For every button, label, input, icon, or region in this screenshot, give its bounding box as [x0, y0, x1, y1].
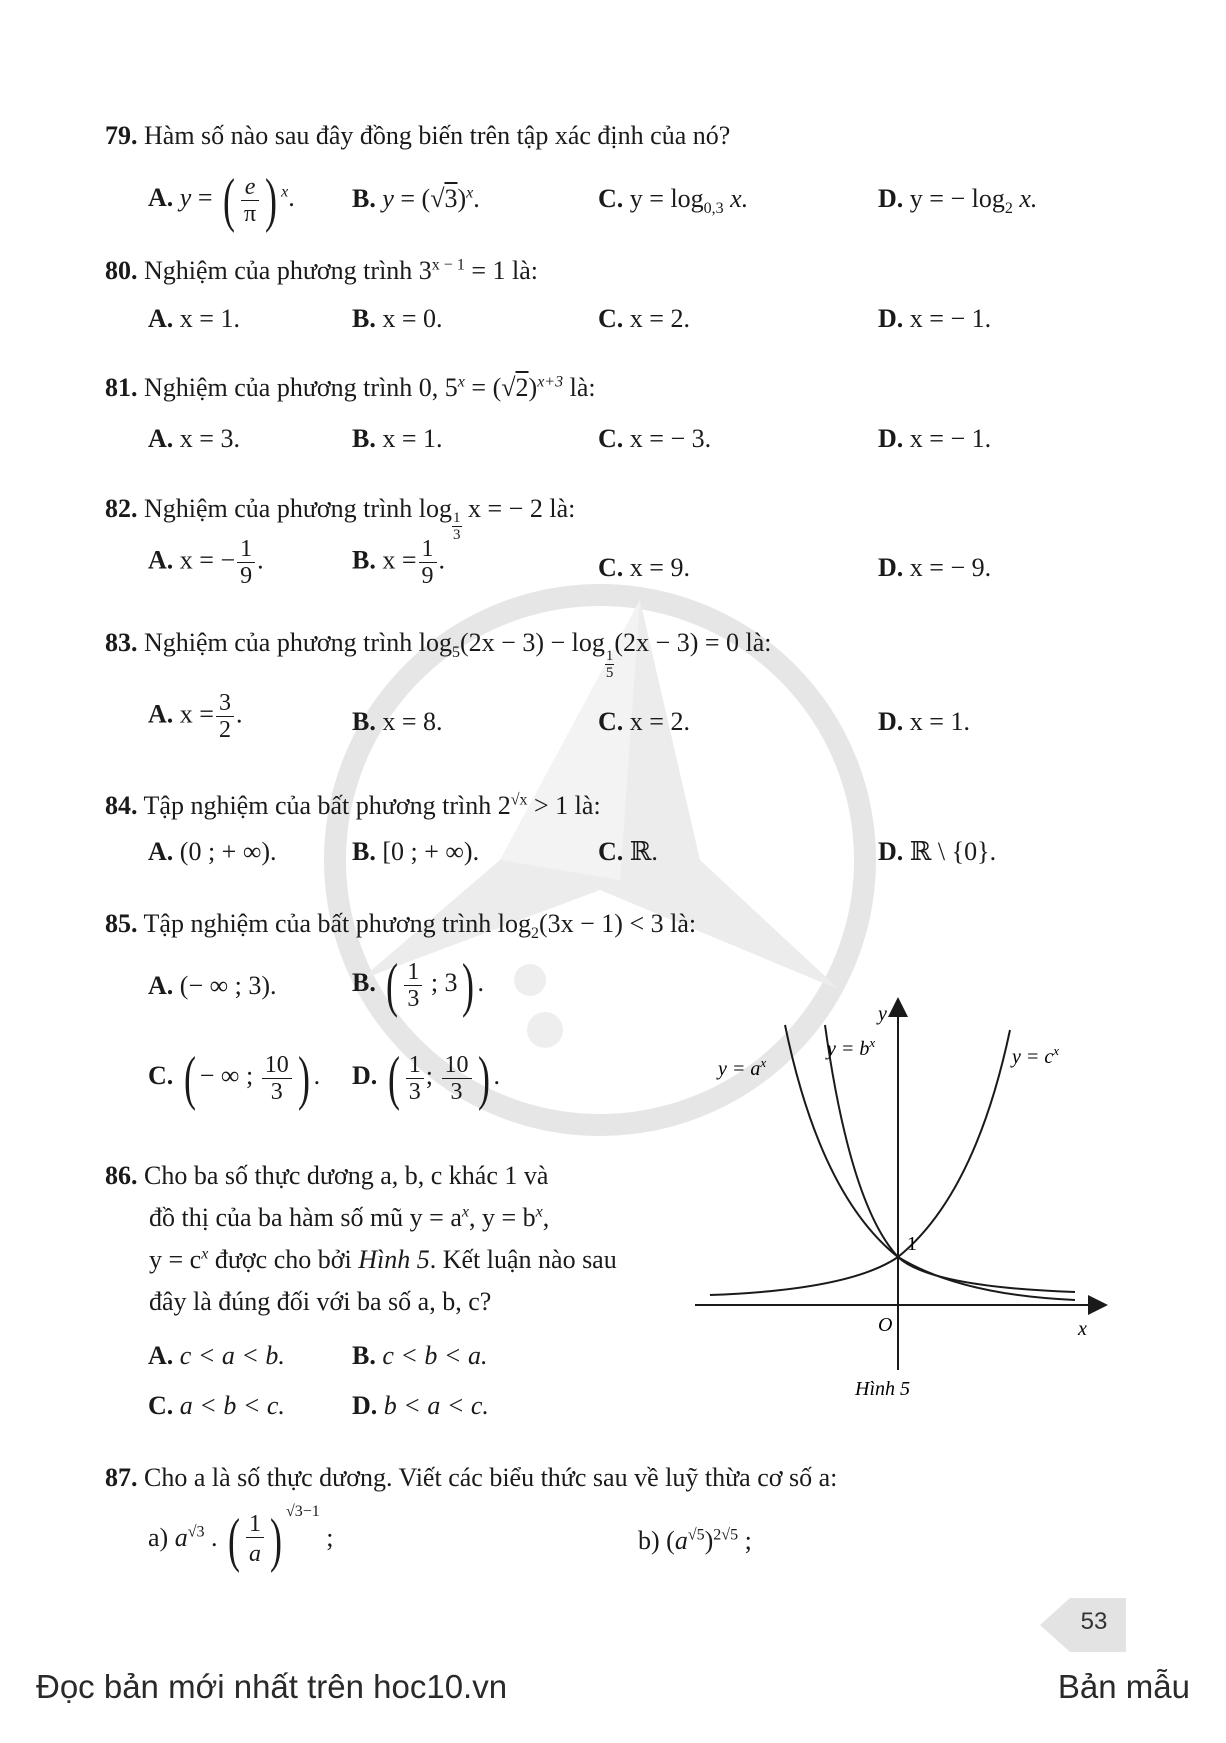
label-y-c: $y = c^x$ [1012, 1043, 1060, 1068]
one-label: 1 [907, 1233, 917, 1255]
figure-caption: Hình 5 [855, 1378, 910, 1400]
q81-option-b: B. x = 1. [352, 424, 443, 453]
q84-option-b: B. [0 ; + ∞). [352, 837, 480, 866]
q86-option-d: D. b < a < c. [352, 1391, 489, 1420]
q80-option-d: D. x = − 1. [878, 304, 992, 333]
question-85: 85. Tập nghiệm của bất phương trình $\log_2(3x - 1) < 3$ là: [105, 909, 697, 943]
label-y-a: $y = a^x$ [718, 1055, 767, 1080]
figure-hinh-5 [690, 995, 1110, 1415]
q79-option-b: B. $y = (√3)^x$. [352, 184, 480, 213]
page-number: 53 [1080, 1608, 1108, 1635]
label-y-b: $y = b^x$ [827, 1035, 876, 1060]
q85-option-d: D. ( $\frac{1}{3}$ ; $\frac{10}{3}$ ) . [352, 1045, 500, 1111]
q86-option-b: B. c < b < a. [352, 1341, 488, 1370]
q84-option-a: A. (0 ; + ∞). [148, 837, 277, 866]
q87-part-a: a) $a^{√3}$ . ( $\frac{1}{a}$) $^{√3-1}$ ; [148, 1502, 334, 1573]
question-81: 81. Nghiệm của phương trình 0, $5^x = (√2)^{x+3}$ là: [105, 373, 596, 402]
q80-option-c: C. x = 2. [598, 304, 690, 333]
q85-option-c: C. ( − ∞ ; $\frac{10}{3}$ ) . [148, 1045, 321, 1111]
question-80: 80. Nghiệm của phương trình $3^{x - 1} = 1$ là: [105, 256, 538, 285]
q85-option-b: B. ( $\frac{1}{3}$ ; 3) . [352, 952, 485, 1018]
footer-sample-label: Bản mẫu [1057, 1668, 1190, 1705]
q87-part-b: b) $(a^{√5})^{2√5}$ ; [638, 1526, 752, 1555]
q79-option-d: D. y = − $\log_2 x$. [878, 184, 1038, 218]
q84-option-d: D. ℝ \ {0}. [878, 837, 997, 866]
q83-option-b: B. x = 8. [352, 707, 443, 736]
q83-option-a: A. x = $\frac{3}{2}$ . [148, 690, 243, 743]
q83-option-d: D. x = 1. [878, 707, 970, 736]
q80-option-b: B. x = 0. [352, 304, 443, 333]
q79-option-c: C. $y = \log_{0,3} x$. [598, 184, 749, 218]
y-axis-label: y [878, 1003, 887, 1025]
q82-option-d: D. x = − 9. [878, 553, 992, 582]
question-84: 84. Tập nghiệm của bất phương trình $2^{√x} > 1$ là: [105, 791, 601, 820]
q83-option-c: C. x = 2. [598, 707, 690, 736]
q82-option-a: A. x = − $\frac{1}{9}$ . [148, 536, 264, 589]
q82-option-c: C. x = 9. [598, 553, 690, 582]
q84-option-c: C. ℝ. [598, 837, 658, 866]
q86-option-c: C. a < b < c. [148, 1391, 285, 1420]
q81-option-a: A. x = 3. [148, 424, 240, 453]
origin-label: O [878, 1314, 893, 1336]
q79-option-a: A. y = ( $\frac{e}{\pi}$ ) $^x$. [148, 167, 295, 233]
question-87: 87. Cho a là số thực dương. Viết các biểu thức sau về luỹ thừa cơ số a: [105, 1463, 838, 1492]
question-79: 79. Hàm số nào sau đây đồng biến trên tập xác định của nó? [105, 121, 731, 150]
q80-option-a: A. x = 1. [148, 304, 240, 333]
q85-option-a: A. (− ∞ ; 3). [148, 971, 277, 1000]
q86-option-a: A. c < a < b. [148, 1341, 285, 1370]
question-83: 83. Nghiệm của phương trình $\log_5(2x - 3) - \log$ $\frac{1}{5}$ (2x − 3) = 0 là: [105, 628, 772, 681]
q81-option-d: D. x = − 1. [878, 424, 992, 453]
footer-link-text[interactable]: Đọc bản mới nhất trên hoc10.vn [36, 1668, 508, 1705]
q82-option-b: B. x = $\frac{1}{9}$ . [352, 536, 446, 589]
x-axis-label: x [1078, 1318, 1087, 1340]
q81-option-c: C. x = − 3. [598, 424, 712, 453]
question-82: 82. Nghiệm của phương trình log $\frac{1}{3}$ x = − 2 là: [105, 494, 576, 543]
question-86: 86. Cho ba số thực dương a, b, c khác 1 và đồ thị của ba hàm số mũ $y = a^x$, $y = b^x$, $y = c^x$ được cho bởi Hình 5. Kết luận nào sau đây là đúng đối với ba số a, b, c? [105, 1161, 617, 1316]
